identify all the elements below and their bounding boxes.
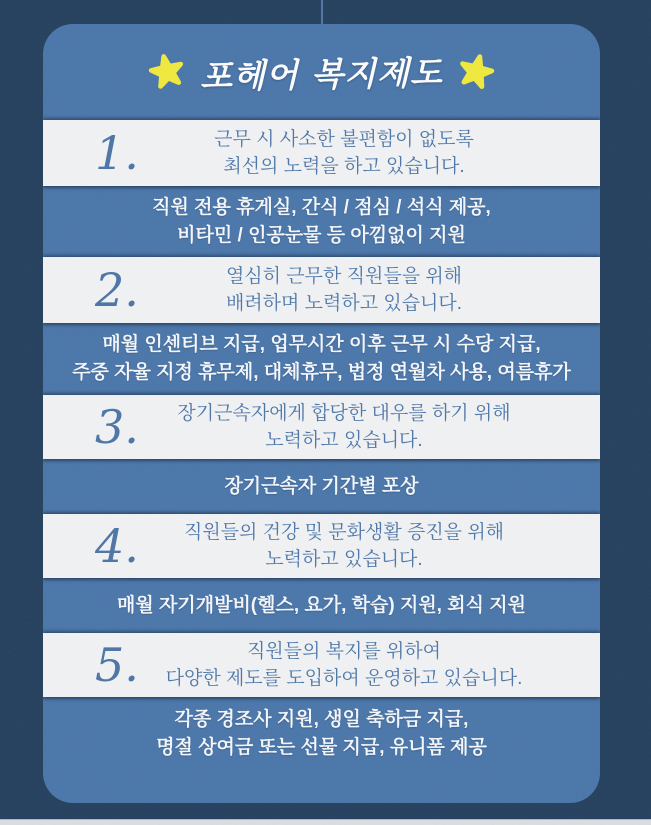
benefit-line: 주중 자율 지정 휴무제, 대체휴무, 법정 연월차 사용, 여름휴가 — [72, 362, 571, 383]
benefit-text-5 — [43, 706, 600, 762]
statement-line: 열심히 근무한 직원들을 위해 — [225, 266, 463, 287]
star-icon — [145, 49, 190, 94]
benefit-line: 직원 전용 휴게실, 간식 / 점심 / 석식 제공, — [152, 196, 491, 218]
benefit-line: 장기근속자 기간별 포상 — [224, 475, 419, 497]
welfare-card — [43, 24, 600, 803]
benefit-line: 각종 경조사 지원, 생일 축하금 지급, — [174, 708, 469, 730]
poster-header — [43, 24, 600, 120]
statement-line: 근무 시 사소한 불편함이 없도록 — [214, 129, 474, 150]
section-number-3: 3. — [95, 400, 139, 454]
section-number-1: 1. — [95, 126, 139, 180]
benefit-row-4 — [43, 578, 600, 633]
benefit-line: 매월 자기개발비(헬스, 요가, 학습) 지원, 회식 지원 — [117, 594, 526, 616]
benefit-row-1 — [43, 186, 600, 257]
section-number-4: 4. — [95, 519, 139, 573]
section-number-2: 2. — [95, 263, 139, 317]
page-bottom-edge — [0, 819, 651, 825]
benefit-line: 비타민 / 인공눈물 등 아낌없이 지원 — [177, 224, 466, 246]
statement-row-1 — [43, 120, 600, 186]
benefit-text-4 — [43, 592, 600, 620]
statement-line: 배려하며 노력하고 있습니다. — [225, 293, 463, 314]
benefit-line: 명절 상여금 또는 선물 지급, 유니폼 제공 — [156, 736, 487, 758]
statement-line: 최선의 노력을 하고 있습니다. — [223, 156, 465, 177]
statement-row-2 — [43, 257, 600, 323]
statement-row-4 — [43, 514, 600, 578]
benefit-text-2 — [43, 331, 600, 387]
benefit-text-1 — [43, 194, 600, 250]
benefit-row-2 — [43, 323, 600, 395]
poster-title: 포헤어 복지제도 — [199, 52, 444, 96]
hanging-string — [321, 0, 323, 26]
benefit-row-5 — [43, 697, 600, 770]
statement-row-5 — [43, 633, 600, 697]
statement-line: 노력하고 있습니다. — [265, 430, 423, 451]
statement-line: 직원들의 복지를 위하여 — [246, 641, 442, 662]
statement-line: 장기근속자에게 합당한 대우를 하기 위해 — [177, 403, 511, 424]
statement-line: 직원들의 건강 및 문화생활 증진을 위해 — [183, 522, 505, 543]
statement-line: 노력하고 있습니다. — [265, 549, 423, 570]
statement-line: 다양한 제도를 도입하여 운영하고 있습니다. — [165, 668, 523, 689]
benefit-text-3 — [43, 473, 600, 501]
statement-row-3 — [43, 395, 600, 459]
section-number-5: 5. — [95, 638, 139, 692]
benefit-row-3 — [43, 459, 600, 514]
benefit-line: 매월 인센티브 지급, 업무시간 이후 근무 시 수당 지급, — [102, 334, 541, 355]
star-icon — [453, 49, 499, 95]
